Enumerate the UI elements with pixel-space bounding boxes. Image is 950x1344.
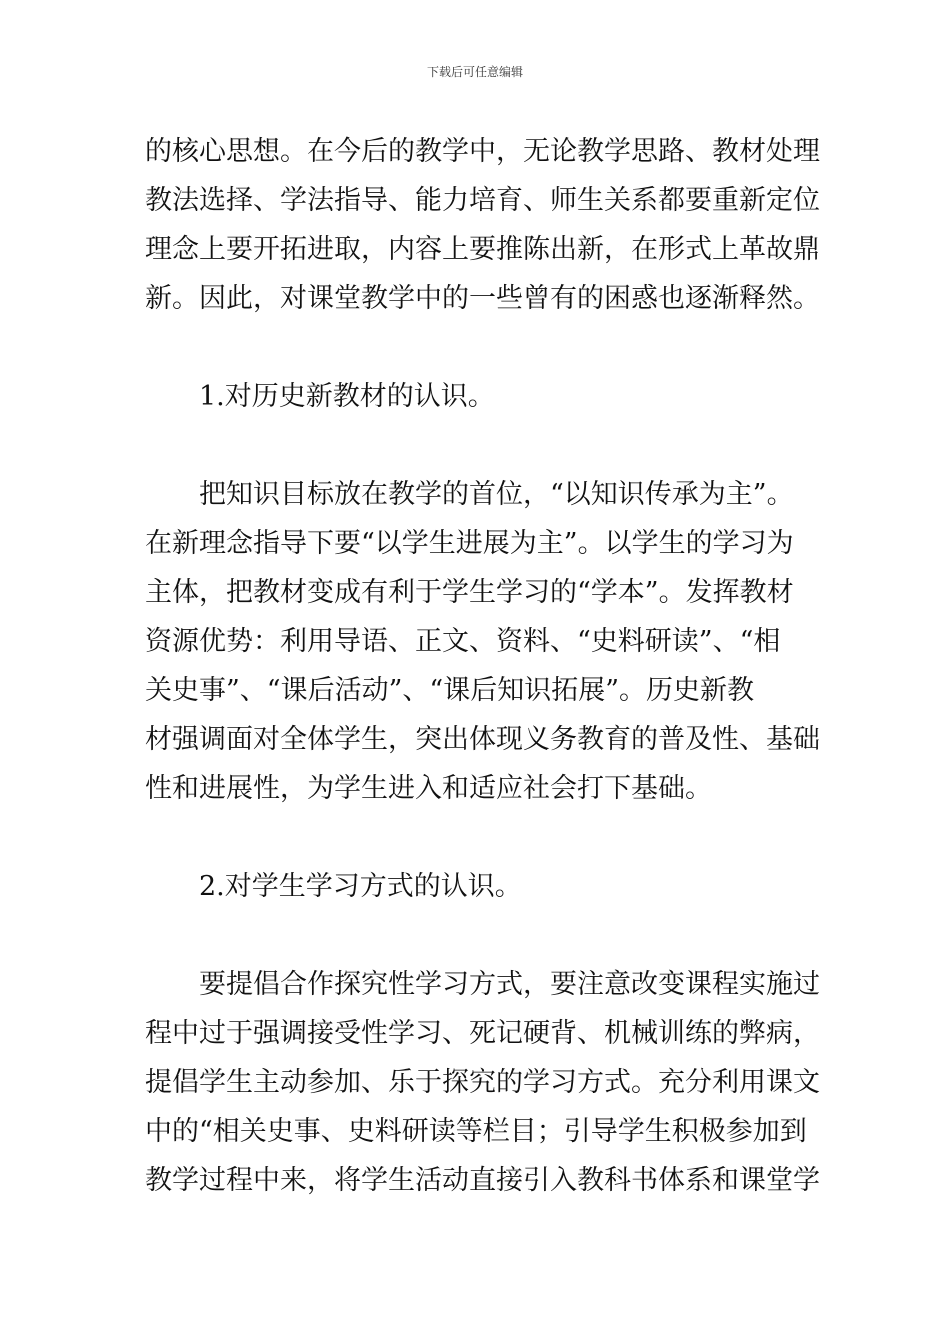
page-header: 下载后可任意编辑: [426, 65, 523, 79]
text-line: 资源优势：利用导语、正文、资料、“史料研读”、“相: [145, 626, 781, 657]
paragraph-intro: [145, 127, 820, 323]
paragraph-learning-methods: [145, 960, 820, 1205]
text-line: 的核心思想。在今后的教学中，无论教学思路、教材处理: [145, 136, 820, 167]
paragraph-spacer: [145, 421, 810, 470]
paragraph-textbook: [145, 470, 820, 813]
text-line: 中的“相关史事、史料研读等栏目；引导学生积极参加到: [145, 1116, 807, 1147]
text-line: 要提倡合作探究性学习方式，要注意改变课程实施过: [199, 969, 820, 1000]
text-line: 性和进展性，为学生进入和适应社会打下基础。: [145, 773, 712, 804]
text-line: 教学过程中来，将学生活动直接引入教科书体系和课堂学: [145, 1165, 820, 1196]
text-line: 关史事”、“课后活动”、“课后知识拓展”。历史新教: [145, 675, 755, 706]
text-line: 把知识目标放在教学的首位，“以知识传承为主”。: [199, 479, 794, 510]
paragraph-spacer: [145, 911, 810, 960]
section-heading-2: 2.对学生学习方式的认识。: [199, 871, 522, 902]
section-heading-1: 1.对历史新教材的认识。: [199, 381, 495, 412]
text-line: 程中过于强调接受性学习、死记硬背、机械训练的弊病，: [145, 1018, 820, 1049]
document-body: [145, 127, 820, 1205]
text-line: 新。因此，对课堂教学中的一些曾有的困惑也逐渐释然。: [145, 283, 820, 314]
text-line: 在新理念指导下要“以学生进展为主”。以学生的学习为: [145, 528, 794, 559]
text-line: 材强调面对全体学生，突出体现义务教育的普及性、基础: [145, 724, 820, 755]
text-line: 主体，把教材变成有利于学生学习的“学本”。发挥教材: [145, 577, 794, 608]
text-line: 提倡学生主动参加、乐于探究的学习方式。充分利用课文: [145, 1067, 820, 1098]
text-line: 理念上要开拓进取，内容上要推陈出新，在形式上革故鼎: [145, 234, 820, 265]
text-line: 教法选择、学法指导、能力培育、师生关系都要重新定位: [145, 185, 820, 216]
paragraph-spacer: [145, 813, 810, 862]
paragraph-spacer: [145, 323, 810, 372]
